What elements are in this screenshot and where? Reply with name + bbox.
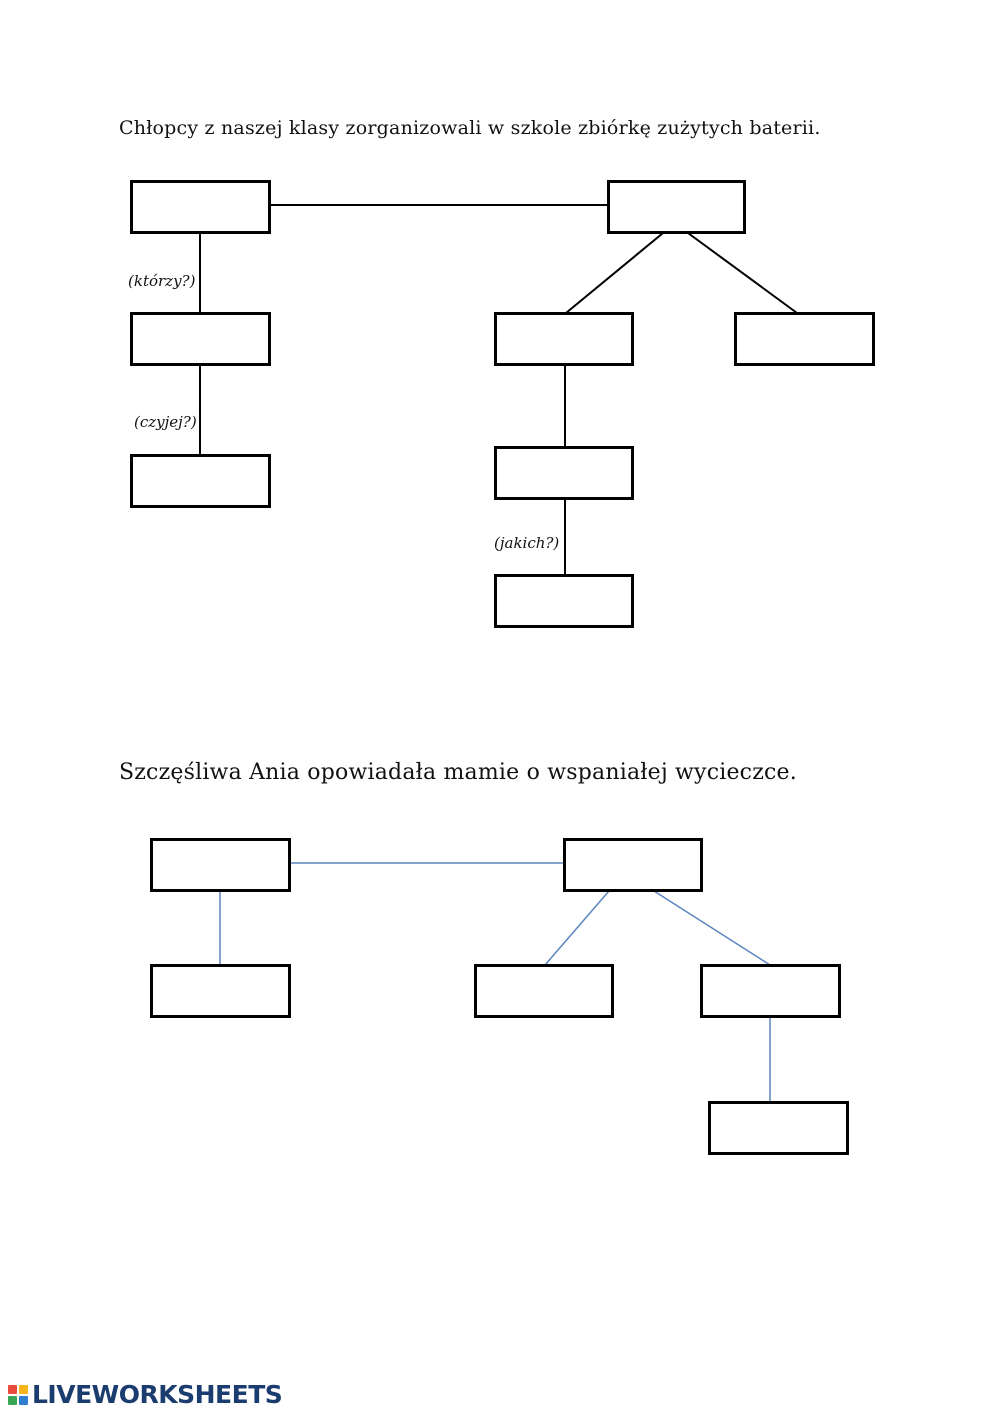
exercise-1-sentence: Chłopcy z naszej klasy zorganizowali w szkole zbiórkę zużytych baterii. <box>119 117 821 139</box>
answer-box-2-subject[interactable] <box>150 838 291 892</box>
question-label-czyjej: (czyjej?) <box>134 413 197 431</box>
question-label-jakich: (jakich?) <box>494 534 560 552</box>
liveworksheets-logo <box>8 1380 282 1409</box>
answer-box-2-left-child[interactable] <box>474 964 614 1018</box>
answer-box-2-right-child[interactable] <box>700 964 841 1018</box>
question-label-ktorzy: (którzy?) <box>128 272 196 290</box>
connector-2-predicate-left <box>545 891 609 965</box>
answer-box-2-right-grandchild[interactable] <box>708 1101 849 1155</box>
answer-box-2-subject-attribute[interactable] <box>150 964 291 1018</box>
exercise-2-sentence: Szczęśliwa Ania opowiadała mamie o wspaniałej wycieczce. <box>119 760 797 785</box>
logo-text: LIVEWORKSHEETS <box>32 1380 283 1409</box>
logo-blocks-icon <box>8 1385 28 1405</box>
answer-box-2-predicate[interactable] <box>563 838 703 892</box>
connector-2-predicate-right <box>654 891 770 965</box>
